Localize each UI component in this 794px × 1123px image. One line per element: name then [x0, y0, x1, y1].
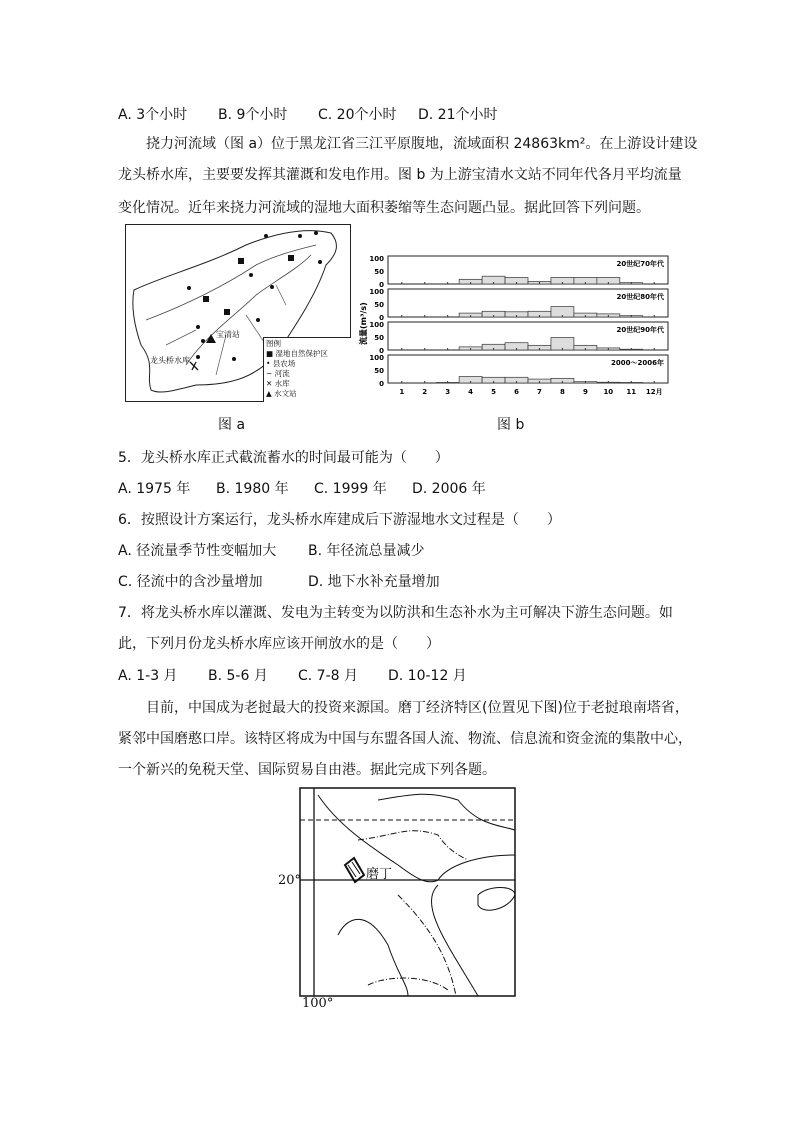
q7-stem: 7．将龙头桥水库以灌溉、发电为主转变为以防洪和生态补水为主可解决下游生态问题。如 — [118, 605, 673, 621]
y-tick-label: 0 — [379, 380, 384, 388]
q7-options: A. 1-3 月 B. 5-6 月 C. 7-8 月 D. 10-12 月 — [118, 668, 467, 684]
y-tick-label: 0 — [379, 281, 384, 289]
figure-b-caption: 图 b — [497, 417, 525, 433]
x-tick-label: 11 — [626, 388, 637, 396]
option-d: D. 21个小时 — [418, 107, 498, 123]
y-tick-label: 100 — [369, 288, 384, 296]
passage2-line: 目前，中国成为老挝最大的投资来源国。磨丁经济特区(位置见下图)位于老挝琅南塔省， — [146, 700, 689, 716]
station-label: 宝清站 — [216, 330, 240, 339]
legend-item: • 县农场 — [266, 359, 296, 368]
legend-item: ✕ 水库 — [266, 379, 290, 388]
reservoir-label: 龙头桥水库 — [150, 356, 190, 365]
y-tick-label: 100 — [369, 321, 384, 329]
passage1-line: 龙头桥水库，主要要发挥其灌溉和发电作用。图 b 为上游宝清水文站不同年代各月平均流量 — [118, 167, 682, 183]
series-label: 20世纪90年代 — [616, 326, 664, 334]
x-tick-label: 3 — [445, 388, 451, 396]
q7-stem: 此，下列月份龙头桥水库应该开闸放水的是（ ） — [118, 636, 440, 652]
triangle-icon: ▲ — [266, 389, 275, 398]
longitude-label: 100° — [302, 996, 334, 1011]
y-tick-label: 50 — [374, 301, 384, 309]
reservoir-icon: ✕ — [266, 379, 275, 388]
x-tick-label: 7 — [537, 388, 542, 396]
q6-stem: 6．按照设计方案运行，龙头桥水库建成后下游湿地水文过程是（ ） — [118, 512, 561, 528]
passage1-line: 挠力河流域（图 a）位于黑龙江省三江平原腹地，流域面积 24863km²。在上游设计建设 — [146, 136, 698, 152]
q5-options: A. 1975 年 B. 1980 年 C. 1999 年 D. 2006 年 — [118, 481, 486, 497]
q4-options — [118, 104, 498, 124]
legend-item: ■ 湿地自然保护区 — [266, 349, 328, 358]
laos-map — [278, 785, 528, 1010]
x-tick-label: 1 — [399, 388, 405, 396]
series-label: 20世纪70年代 — [616, 260, 664, 268]
x-tick-label: 5 — [491, 388, 497, 396]
y-tick-label: 50 — [374, 268, 384, 276]
figure-b-chart — [340, 250, 680, 400]
legend — [263, 337, 351, 402]
option-b: B. 9个小时 — [218, 107, 288, 123]
y-tick-label: 100 — [369, 354, 384, 362]
y-tick-label: 50 — [374, 367, 384, 375]
series-label: 20世纪80年代 — [616, 293, 664, 301]
y-tick-label: 0 — [379, 314, 384, 322]
y-axis-label: 流量(m³/s) — [359, 302, 368, 345]
y-tick-label: 100 — [369, 255, 384, 263]
river-icon: ~ — [266, 369, 275, 378]
figure-a-caption: 图 a — [218, 417, 246, 433]
y-tick-label: 50 — [374, 334, 384, 342]
x-tick-label: 2 — [422, 388, 428, 396]
x-tick-label: 9 — [582, 388, 588, 396]
dot-icon: • — [266, 359, 273, 368]
x-tick-label: 10 — [603, 388, 614, 396]
option-a: A. 3个小时 — [118, 107, 188, 123]
legend-item: ~ 河流 — [266, 369, 290, 378]
passage2-line: 紧邻中国磨憨口岸。该特区将成为中国与东盟各国人流、物流、信息流和资金流的集散中心， — [118, 731, 692, 747]
option-c: C. 20个小时 — [318, 107, 397, 123]
y-tick-label: 0 — [379, 347, 384, 355]
x-tick-label: 12月 — [645, 388, 663, 396]
figure-a-map — [125, 224, 351, 402]
q6-options: A. 径流量季节性变幅加大 B. 年径流总量减少 — [118, 543, 425, 559]
x-tick-label: 8 — [559, 388, 565, 396]
legend-item: ▲ 水文站 — [266, 389, 297, 398]
legend-title: 图例 — [266, 339, 281, 348]
x-tick-label: 6 — [514, 388, 519, 396]
q6-options: C. 径流中的含沙量增加 D. 地下水补充量增加 — [118, 574, 440, 590]
series-label: 2000～2006年 — [611, 359, 664, 367]
square-icon: ■ — [266, 349, 276, 358]
passage1-line: 变化情况。近年来挠力河流域的湿地大面积萎缩等生态问题凸显。据此回答下列问题。 — [118, 200, 650, 216]
place-label-moding: 磨丁 — [366, 867, 393, 882]
q5-stem: 5．龙头桥水库正式截流蓄水的时间最可能为（ ） — [118, 450, 449, 466]
x-tick-label: 4 — [468, 388, 474, 396]
passage2-line: 一个新兴的免税天堂、国际贸易自由港。据此完成下列各题。 — [118, 762, 496, 778]
latitude-label: 20° — [278, 873, 302, 888]
